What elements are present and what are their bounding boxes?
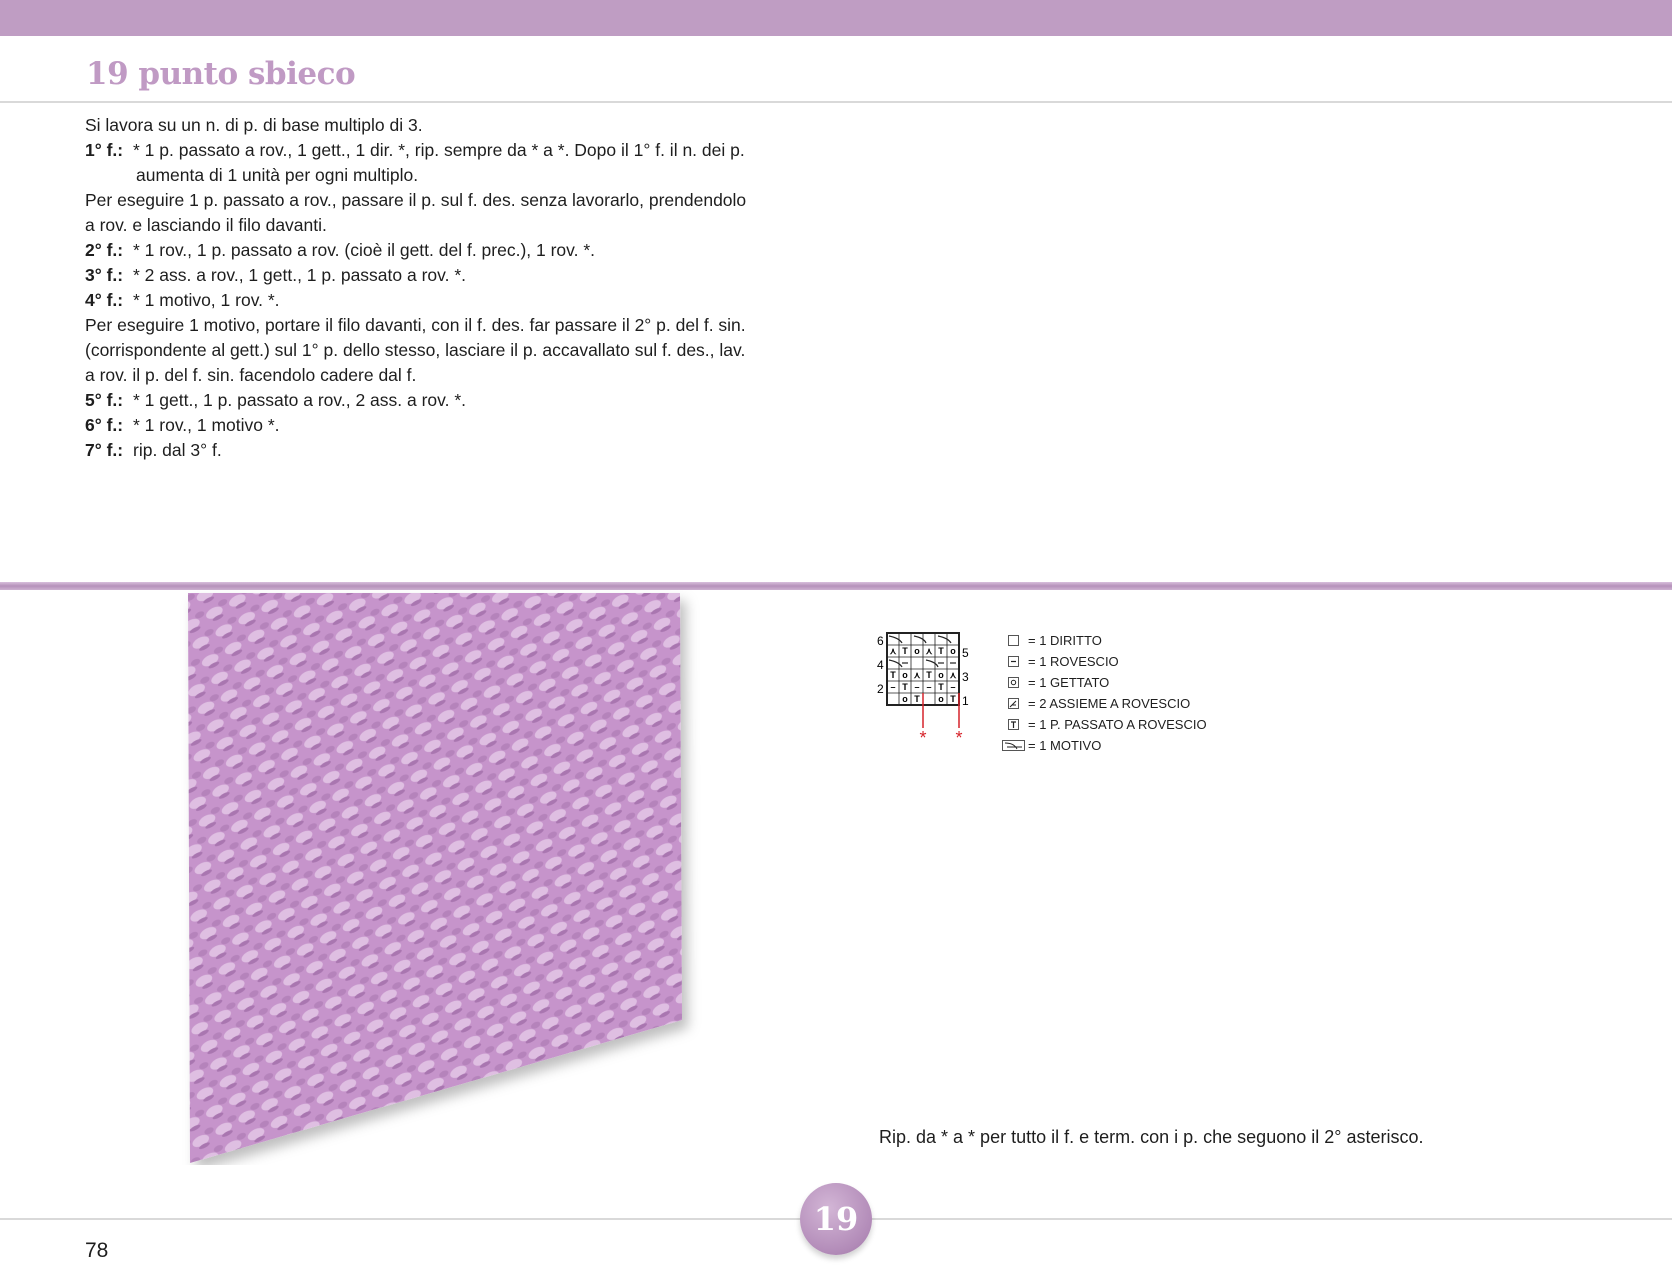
legend-item xyxy=(1000,672,1207,693)
chart-cell: T xyxy=(926,670,932,680)
chart-cell: o xyxy=(902,694,908,704)
chart-cell: o xyxy=(938,670,944,680)
knit-swatch-photo xyxy=(160,585,720,1165)
pattern-number-badge: 19 xyxy=(800,1183,872,1255)
slip-note-line-1: Per eseguire 1 p. passato a rov., passare il p. sul f. des. senza lavorarlo, prendendolo xyxy=(85,190,747,210)
row-4 xyxy=(85,288,805,313)
row-3-label: 3° f.: xyxy=(85,265,124,285)
chart-cell: T xyxy=(890,670,896,680)
knit-square-icon xyxy=(1000,635,1028,647)
chart-cell: T xyxy=(902,646,908,656)
purl-dash-icon xyxy=(1000,656,1028,668)
intro-text: Si lavora su un n. di p. di base multiplo di 3. xyxy=(85,115,423,135)
chart-row-num-3: 3 xyxy=(962,670,969,684)
chart-cell: o xyxy=(950,646,956,656)
row-5-label: 5° f.: xyxy=(85,390,124,410)
chart-cell: T xyxy=(938,682,944,692)
motif-note-line-3: a rov. il p. del f. sin. facendolo cadere dal f. xyxy=(85,365,417,385)
repeat-mark-2: * xyxy=(955,728,963,748)
row-1-label: 1° f.: xyxy=(85,140,124,160)
chart-cell: T xyxy=(938,646,944,656)
row-3-text: * 2 ass. a rov., 1 gett., 1 p. passato a rov. *. xyxy=(133,265,466,285)
row-1-text: * 1 p. passato a rov., 1 gett., 1 dir. *, rip. sempre da * a *. Dopo il 1° f. il n. dei p. xyxy=(133,140,745,160)
yarn-over-icon xyxy=(1000,677,1028,689)
chart-row-num-5: 5 xyxy=(962,646,969,660)
repeat-mark-1: * xyxy=(919,728,927,748)
top-color-bar xyxy=(0,0,1672,36)
chart-cell: – xyxy=(890,682,896,692)
chart-row-num-2: 2 xyxy=(877,682,884,696)
row-5-text: * 1 gett., 1 p. passato a rov., 2 ass. a rov. *. xyxy=(133,390,466,410)
row-4-text: * 1 motivo, 1 rov. *. xyxy=(133,290,280,310)
chart-cell: – xyxy=(950,682,956,692)
row-1-continuation: aumenta di 1 unità per ogni multiplo. xyxy=(136,165,419,185)
legend-label: = 2 ASSIEME A ROVESCIO xyxy=(1028,696,1191,711)
chart-cell: o xyxy=(938,694,944,704)
row-1 xyxy=(85,138,805,163)
chart-row-num-1: 1 xyxy=(962,694,969,708)
symbol-legend xyxy=(1000,630,1207,756)
chart-cell: T xyxy=(902,682,908,692)
chart-cell: ⋏ xyxy=(889,646,897,656)
chart-cell: ⋏ xyxy=(913,670,921,680)
repeat-note: Rip. da * a * per tutto il f. e term. con i p. che seguono il 2° asterisco. xyxy=(879,1127,1424,1147)
chart-cell: T xyxy=(914,694,920,704)
stitch-chart xyxy=(874,628,974,758)
title-divider xyxy=(0,101,1672,103)
row-7-text: rip. dal 3° f. xyxy=(133,440,222,460)
legend-label: = 1 DIRITTO xyxy=(1028,633,1102,648)
chart-cell: o xyxy=(902,670,908,680)
chart-cell: ⋏ xyxy=(949,670,957,680)
purl-two-together-icon xyxy=(1000,698,1028,710)
legend-item xyxy=(1000,693,1207,714)
chart-row-num-6: 6 xyxy=(877,634,884,648)
legend-label: = 1 P. PASSATO A ROVESCIO xyxy=(1028,717,1207,732)
row-2-text: * 1 rov., 1 p. passato a rov. (cioè il gett. del f. prec.), 1 rov. *. xyxy=(133,240,596,260)
chart-cell: – xyxy=(926,682,932,692)
row-2 xyxy=(85,238,805,263)
row-5 xyxy=(85,388,805,413)
legend-label: = 1 ROVESCIO xyxy=(1028,654,1119,669)
chart-cell: – xyxy=(914,682,920,692)
legend-item xyxy=(1000,651,1207,672)
motif-note-line-2: (corrispondente al gett.) sul 1° p. dello stesso, lasciare il p. accavallato sul f. des., lav. xyxy=(85,340,746,360)
row-7 xyxy=(85,438,805,463)
motif-icon xyxy=(1000,740,1028,752)
instructions xyxy=(85,113,805,463)
slip-note-line-2: a rov. e lasciando il filo davanti. xyxy=(85,215,327,235)
legend-item xyxy=(1000,714,1207,735)
row-3 xyxy=(85,263,805,288)
row-4-label: 4° f.: xyxy=(85,290,124,310)
legend-label: = 1 GETTATO xyxy=(1028,675,1110,690)
slip-purlwise-icon xyxy=(1000,719,1028,731)
row-7-label: 7° f.: xyxy=(85,440,124,460)
page-number: 78 xyxy=(85,1239,109,1262)
chart-cell: o xyxy=(914,646,920,656)
chart-row-num-4: 4 xyxy=(877,658,884,672)
legend-item xyxy=(1000,630,1207,651)
chart-cell: ⋏ xyxy=(925,646,933,656)
row-2-label: 2° f.: xyxy=(85,240,124,260)
legend-item xyxy=(1000,735,1207,756)
row-6-label: 6° f.: xyxy=(85,415,124,435)
row-6-text: * 1 rov., 1 motivo *. xyxy=(133,415,280,435)
motif-note-line-1: Per eseguire 1 motivo, portare il filo davanti, con il f. des. far passare il 2° p. del f. sin. xyxy=(85,315,746,335)
page-title: 19 punto sbieco xyxy=(86,56,356,92)
row-6 xyxy=(85,413,805,438)
legend-label: = 1 MOTIVO xyxy=(1028,738,1102,753)
chart-cell: T xyxy=(950,694,956,704)
